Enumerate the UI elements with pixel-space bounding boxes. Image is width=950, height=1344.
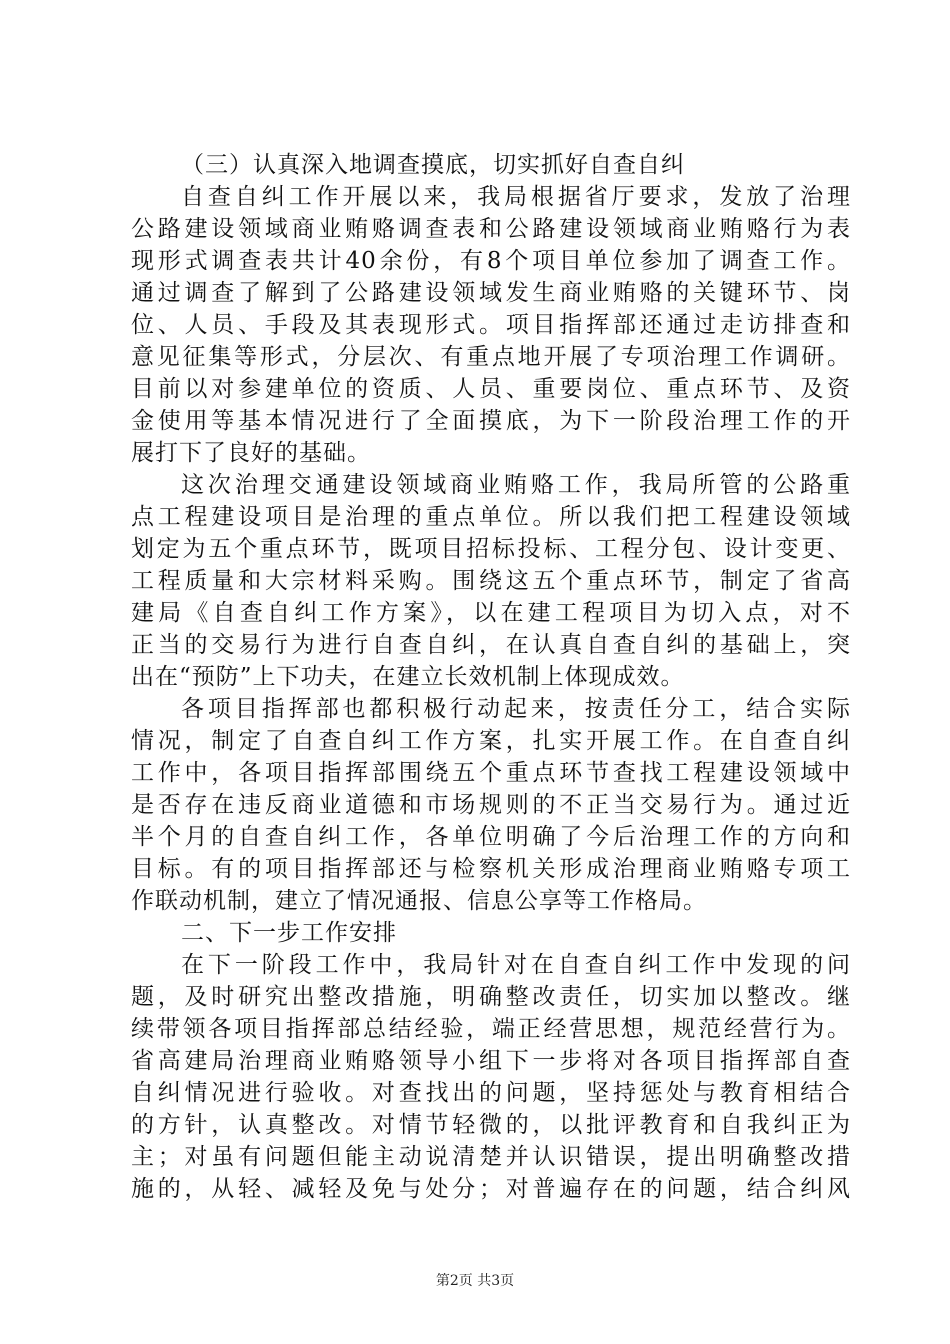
text-line: 展打下了良好的基础。 <box>131 440 371 466</box>
text-line: 目标。有的项目指挥部还与检察机关形成治理商业贿赂专项工 <box>131 856 851 882</box>
page-footer: 第2页 共3页 <box>435 1273 515 1289</box>
text-line: 各项目指挥部也都积极行动起来，按责任分工，结合实际 <box>181 696 851 722</box>
text-line: 施的，从轻、减轻及免与处分；对普遍存在的问题，结合纠风 <box>131 1176 851 1202</box>
text-line: 点工程建设项目是治理的重点单位。所以我们把工程建设领域 <box>131 504 851 530</box>
text-line: 省高建局治理商业贿赂领导小组下一步将对各项目指挥部自查 <box>131 1048 851 1074</box>
document-body <box>131 149 851 1205</box>
text-line: 金使用等基本情况进行了全面摸底，为下一阶段治理工作的开 <box>131 408 851 434</box>
text-line: 的方针，认真整改。对情节轻微的，以批评教育和自我纠正为 <box>131 1112 851 1138</box>
text-line: 主；对虽有问题但能主动说清楚并认识错误，提出明确整改措 <box>131 1144 851 1170</box>
text-line: 出在“预防”上下功夫，在建立长效机制上体现成效。 <box>131 664 685 690</box>
text-line: 正当的交易行为进行自查自纠，在认真自查自纠的基础上，突 <box>131 632 851 658</box>
text-line: 二、下一步工作安排 <box>181 920 397 946</box>
text-line: 半个月的自查自纠工作，各单位明确了今后治理工作的方向和 <box>131 824 851 850</box>
text-line: 公路建设领域商业贿赂调查表和公路建设领域商业贿赂行为表 <box>131 216 851 242</box>
text-line: （三）认真深入地调查摸底，切实抓好自查自纠 <box>181 152 685 178</box>
text-line: 意见征集等形式，分层次、有重点地开展了专项治理工作调研。 <box>131 344 851 370</box>
text-line: 题，及时研究出整改措施，明确整改责任，切实加以整改。继 <box>131 984 851 1010</box>
text-line: 续带领各项目指挥部总结经验，端正经营思想，规范经营行为。 <box>131 1016 851 1042</box>
text-line: 目前以对参建单位的资质、人员、重要岗位、重点环节、及资 <box>131 376 851 402</box>
text-line: 是否存在违反商业道德和市场规则的不正当交易行为。通过近 <box>131 792 851 818</box>
text-line: 建局《自查自纠工作方案》，以在建工程项目为切入点，对不 <box>131 600 851 626</box>
text-line: 这次治理交通建设领域商业贿赂工作，我局所管的公路重 <box>181 472 851 498</box>
text-line: 划定为五个重点环节，既项目招标投标、工程分包、设计变更、 <box>131 536 851 562</box>
text-line: 自查自纠工作开展以来，我局根据省厅要求，发放了治理 <box>181 184 851 210</box>
text-line: 位、人员、手段及其表现形式。项目指挥部还通过走访排查和 <box>131 312 851 338</box>
text-line: 现形式调查表共计40余份，有8个项目单位参加了调查工作。 <box>131 248 851 274</box>
text-line: 工作中，各项目指挥部围绕五个重点环节查找工程建设领域中 <box>131 760 851 786</box>
text-line: 自纠情况进行验收。对查找出的问题，坚持惩处与教育相结合 <box>131 1080 851 1106</box>
text-line: 工程质量和大宗材料采购。围绕这五个重点环节，制定了省高 <box>131 568 851 594</box>
text-line: 通过调查了解到了公路建设领域发生商业贿赂的关键环节、岗 <box>131 280 851 306</box>
text-line: 作联动机制，建立了情况通报、信息公享等工作格局。 <box>131 888 707 914</box>
text-line: 情况，制定了自查自纠工作方案，扎实开展工作。在自查自纠 <box>131 728 851 754</box>
text-line: 在下一阶段工作中，我局针对在自查自纠工作中发现的问 <box>181 952 851 978</box>
